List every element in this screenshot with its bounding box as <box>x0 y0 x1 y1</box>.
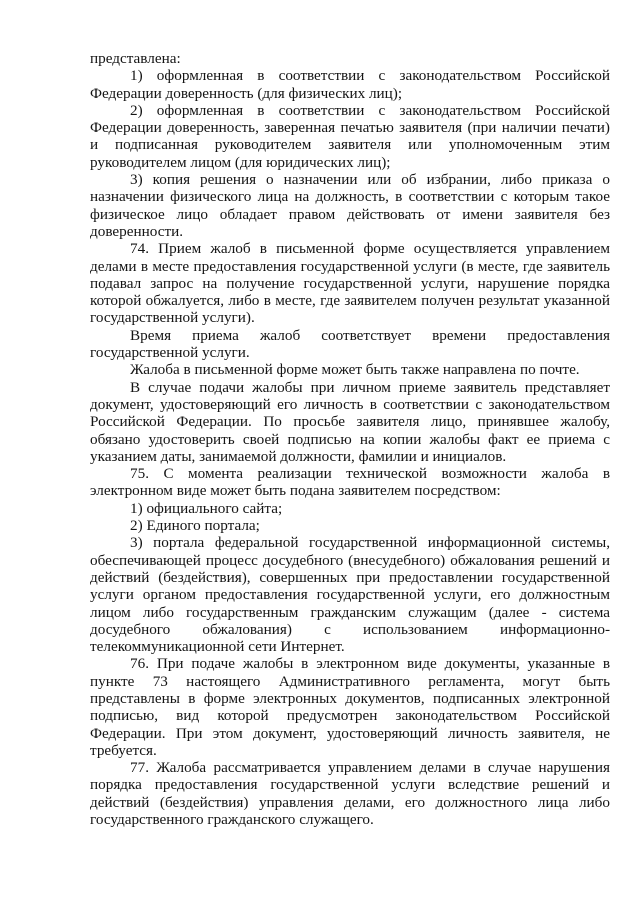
paragraph-75-item-3: 3) портала федеральной государственной информационной системы, обеспечивающей процесс досудебного (внесудебного) обжалования решений и действий (бездействия), совершенных при предоставлении государственной услуги органом предоставления государственной услуги, его должностным лицом либо государственным гражданским служащим (далее - система досудебного обжалования) с использованием информационно-телекоммуникационной сети Интернет. <box>90 534 610 656</box>
paragraph-74: 74. Прием жалоб в письменной форме осуществляется управлением делами в месте предоставления государственной услуги (в месте, где заявитель подавал запрос на получение государственной услуги, нарушение порядка которой обжалуется, либо в месте, где заявителем получен результат указанной государственной услуги). <box>90 240 610 327</box>
paragraph-item-3: 3) копия решения о назначении или об избрании, либо приказа о назначении физического лица на должность, в соответствии с которым такое физическое лицо обладает правом действовать от имени заявителя без доверенности. <box>90 171 610 240</box>
paragraph-personal-reception: В случае подачи жалобы при личном приеме заявитель представляет документ, удостоверяющий его личность в соответствии с законодательством Российской Федерации. По просьбе заявителя лицо, принявшее жалобу, обязано удостоверить своей подписью на копии жалобы факт ее приема с указанием даты, занимаемой должности, фамилии и инициалов. <box>90 378 610 465</box>
paragraph-75: 75. С момента реализации технической возможности жалоба в электронном виде может быть подана заявителем посредством: <box>90 465 610 500</box>
paragraph-item-2: 2) оформленная в соответствии с законодательством Российской Федерации доверенность, заверенная печатью заявителя (при наличии печати) и подписанная руководителем заявителя или уполномоченным этим руководителем лицом (для юридических лиц); <box>90 101 610 171</box>
paragraph-reception-time: Время приема жалоб соответствует времени предоставления государственной услуги. <box>90 326 610 362</box>
document-body <box>90 50 610 828</box>
paragraph-by-mail: Жалоба в письменной форме может быть также направлена по почте. <box>130 361 580 379</box>
paragraph-75-item-2: 2) Единого портала; <box>130 517 260 535</box>
paragraph-item-1: 1) оформленная в соответствии с законодательством Российской Федерации доверенность (для физических лиц); <box>90 67 610 102</box>
paragraph-intro: представлена: <box>90 50 181 67</box>
paragraph-75-item-1: 1) официального сайта; <box>130 499 283 517</box>
paragraph-76: 76. При подаче жалобы в электронном виде документы, указанные в пункте 73 настоящего Административного регламента, могут быть представлены в форме электронных документов, подписанных электронной подписью, вид которой предусмотрен законодательством Российской Федерации. При этом документ, удостоверяющий личность заявителя, не требуется. <box>90 655 610 759</box>
paragraph-77: 77. Жалоба рассматривается управлением делами в случае нарушения порядка предоставления государственной услуги вследствие решений и действий (бездействия) управления делами, его должностного лица либо государственного гражданского служащего. <box>90 759 610 829</box>
